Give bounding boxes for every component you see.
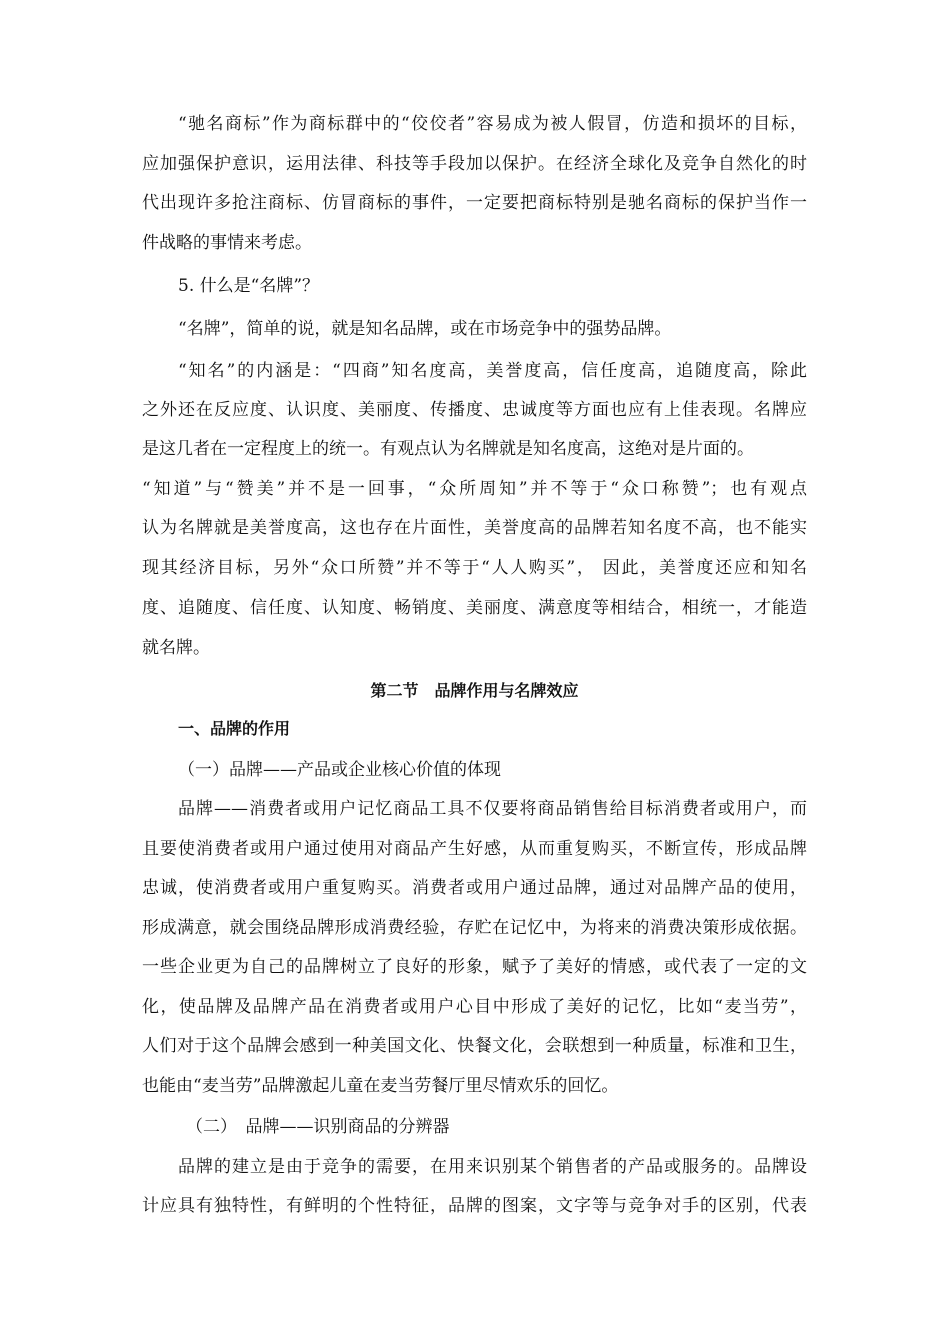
paragraph-line: 代出现许多抢注商标、仿冒商标的事件，一定要把商标特别是驰名商标的保护当作一 bbox=[142, 193, 807, 213]
paragraph-line: 就名牌。 bbox=[142, 638, 210, 658]
paragraph-line: 度、追随度、信任度、认知度、畅销度、美丽度、满意度等相结合，相统一，才能造 bbox=[142, 598, 807, 618]
paragraph-line: 品牌——消费者或用户记忆商品工具不仅要将商品销售给目标消费者或用户，而 bbox=[178, 799, 807, 819]
paragraph-line: 是这几者在一定程度上的统一。有观点认为名牌就是知名度高，这绝对是片面的。 bbox=[142, 439, 754, 459]
section-title: 第二节 品牌作用与名牌效应 bbox=[370, 681, 579, 700]
subheading: （一）品牌——产品或企业核心价值的体现 bbox=[178, 760, 501, 780]
paragraph-line: 应加强保护意识，运用法律、科技等手段加以保护。在经济全球化及竞争自然化的时 bbox=[142, 154, 807, 174]
paragraph-line: 认为名牌就是美誉度高，这也存在片面性，美誉度高的品牌若知名度不高，也不能实 bbox=[142, 518, 807, 538]
paragraph-line: 之外还在反应度、认识度、美丽度、传播度、忠诚度等方面也应有上佳表现。名牌应 bbox=[142, 400, 807, 420]
paragraph-line: 也能由“麦当劳”品牌激起儿童在麦当劳餐厅里尽情欢乐的回忆。 bbox=[142, 1076, 619, 1096]
paragraph-line: “知名”的内涵是：“四商”知名度高，美誉度高，信任度高，追随度高，除此 bbox=[178, 361, 807, 381]
paragraph-line: 现其经济目标，另外“众口所赞”并不等于“人人购买”， 因此，美誉度还应和知名 bbox=[142, 558, 807, 578]
paragraph-line: 一些企业更为自己的品牌树立了良好的形象，赋予了美好的情感，或代表了一定的文 bbox=[142, 957, 807, 977]
subheading: （二） 品牌——识别商品的分辨器 bbox=[186, 1117, 450, 1137]
paragraph-line: 忠诚，使消费者或用户重复购买。消费者或用户通过品牌，通过对品牌产品的使用， bbox=[142, 878, 807, 898]
question-heading: 5. 什么是“名牌”？ bbox=[178, 276, 320, 296]
definition-line: “名牌”，简单的说，就是知名品牌，或在市场竞争中的强势品牌。 bbox=[178, 319, 672, 339]
paragraph-line: 人们对于这个品牌会感到一种美国文化、快餐文化，会联想到一种质量，标准和卫生， bbox=[142, 1036, 807, 1056]
paragraph-line: “知道”与“赞美”并不是一回事，“众所周知”并不等于“众口称赞”；也有观点 bbox=[142, 479, 807, 499]
paragraph-line: 件战略的事情来考虑。 bbox=[142, 233, 312, 253]
paragraph-line: 品牌的建立是由于竞争的需要，在用来识别某个销售者的产品或服务的。品牌设 bbox=[178, 1157, 807, 1177]
paragraph-line: “驰名商标”作为商标群中的“佼佼者”容易成为被人假冒，仿造和损坏的目标， bbox=[178, 114, 807, 134]
paragraph-line: 形成满意，就会围绕品牌形成消费经验，存贮在记忆中，为将来的消费决策形成依据。 bbox=[142, 918, 807, 938]
paragraph-line: 化，使品牌及品牌产品在消费者或用户心目中形成了美好的记忆，比如“麦当劳”， bbox=[142, 997, 807, 1017]
paragraph-line: 计应具有独特性，有鲜明的个性特征，品牌的图案，文字等与竞争对手的区别，代表 bbox=[142, 1196, 807, 1216]
heading-level-1: 一、品牌的作用 bbox=[178, 719, 291, 738]
paragraph-line: 且要使消费者或用户通过使用对商品产生好感，从而重复购买，不断宣传，形成品牌 bbox=[142, 839, 807, 859]
